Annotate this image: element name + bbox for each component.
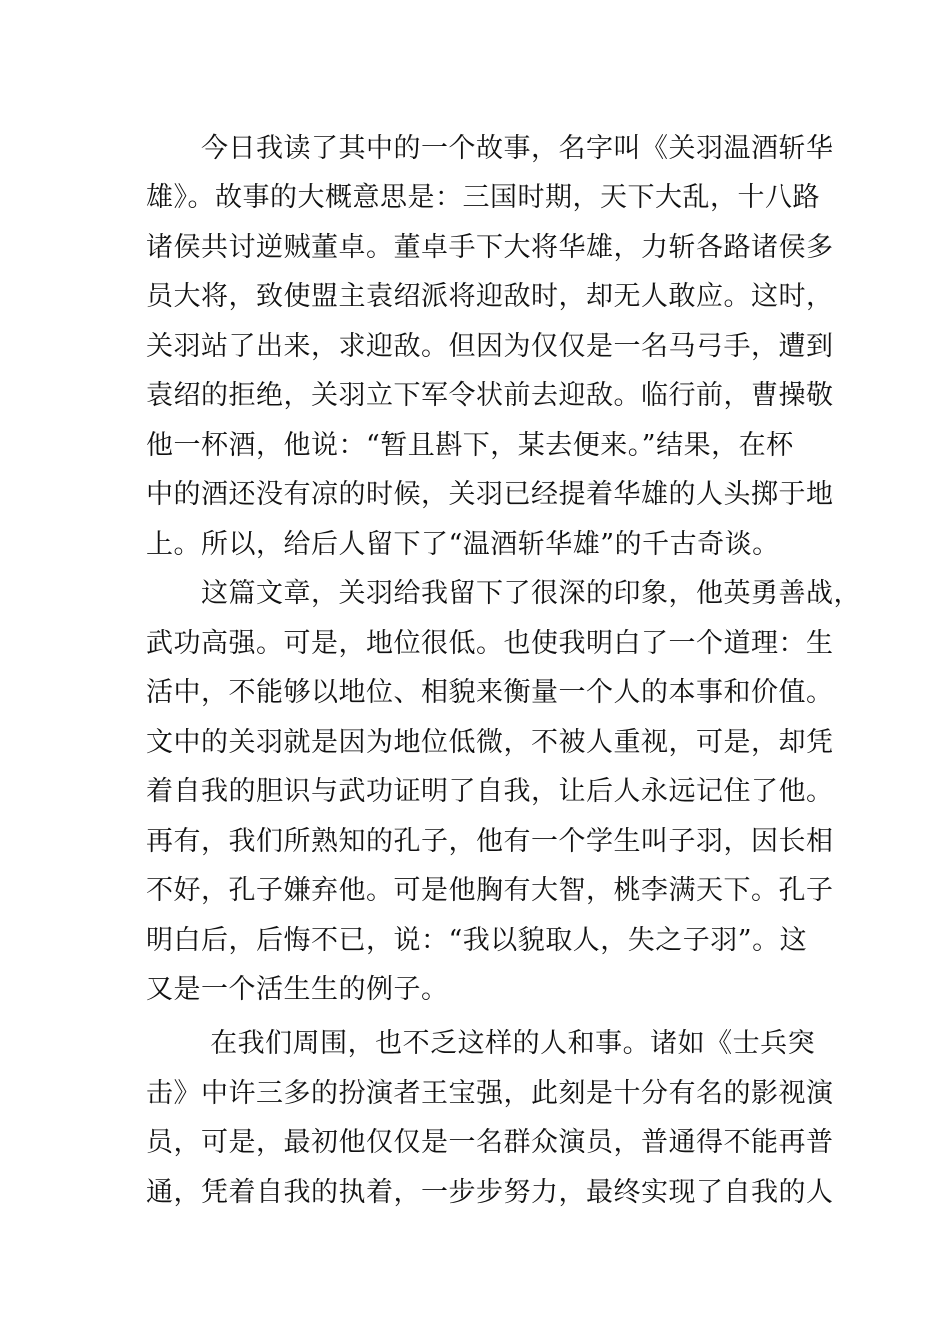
text-line: 诸侯共讨逆贼董卓。董卓手下大将华雄，力斩各路诸侯多 — [146, 232, 834, 263]
text-line: 再有，我们所熟知的孔子，他有一个学生叫子羽，因长相 — [146, 826, 834, 857]
text-line: 又是一个活生生的例子。 — [146, 974, 449, 1005]
text-line: 上。所以，给后人留下了“温酒斩华雄”的千古奇谈。 — [146, 529, 780, 560]
text-line: 员大将，致使盟主袁绍派将迎敌时，却无人敢应。这时， — [146, 281, 834, 312]
text-line: 中的酒还没有凉的时候，关羽已经提着华雄的人头掷于地 — [146, 479, 834, 510]
text-line: 员，可是，最初他仅仅是一名群众演员，普通得不能再普 — [146, 1127, 834, 1158]
text-line: 击》中许三多的扮演者王宝强，此刻是十分有名的影视演 — [146, 1078, 834, 1109]
text-line: 不好，孔子嫌弃他。可是他胸有大智，桃李满天下。孔子 — [146, 875, 834, 906]
text-line: 今日我读了其中的一个故事，名字叫《关羽温酒斩华 — [146, 133, 834, 164]
text-line: 这篇文章，关羽给我留下了很深的印象，他英勇善战， — [146, 578, 861, 609]
text-line: 文中的关羽就是因为地位低微，不被人重视，可是，却凭 — [146, 727, 834, 758]
text-line: 关羽站了出来，求迎敌。但因为仅仅是一名马弓手，遭到 — [146, 331, 834, 362]
text-line: 雄》。故事的大概意思是：三国时期，天下大乱，十八路 — [146, 182, 820, 213]
text-line: 活中，不能够以地位、相貌来衡量一个人的本事和价值。 — [146, 677, 834, 708]
text-line: 他一杯酒，他说：“暂且斟下，某去便来。”结果，在杯 — [146, 430, 794, 461]
text-line: 袁绍的拒绝，关羽立下军令状前去迎敌。临行前，曹操敬 — [146, 380, 834, 411]
text-line: 在我们周围，也不乏这样的人和事。诸如《士兵突 — [146, 1028, 816, 1059]
text-line: 武功高强。可是，地位很低。也使我明白了一个道理：生 — [146, 628, 834, 659]
text-line: 通，凭着自我的执着，一步步努力，最终实现了自我的人 — [146, 1177, 834, 1208]
text-line: 着自我的胆识与武功证明了自我，让后人永远记住了他。 — [146, 776, 834, 807]
text-line: 明白后，后悔不已，说：“我以貌取人，失之子羽”。这 — [146, 925, 808, 956]
